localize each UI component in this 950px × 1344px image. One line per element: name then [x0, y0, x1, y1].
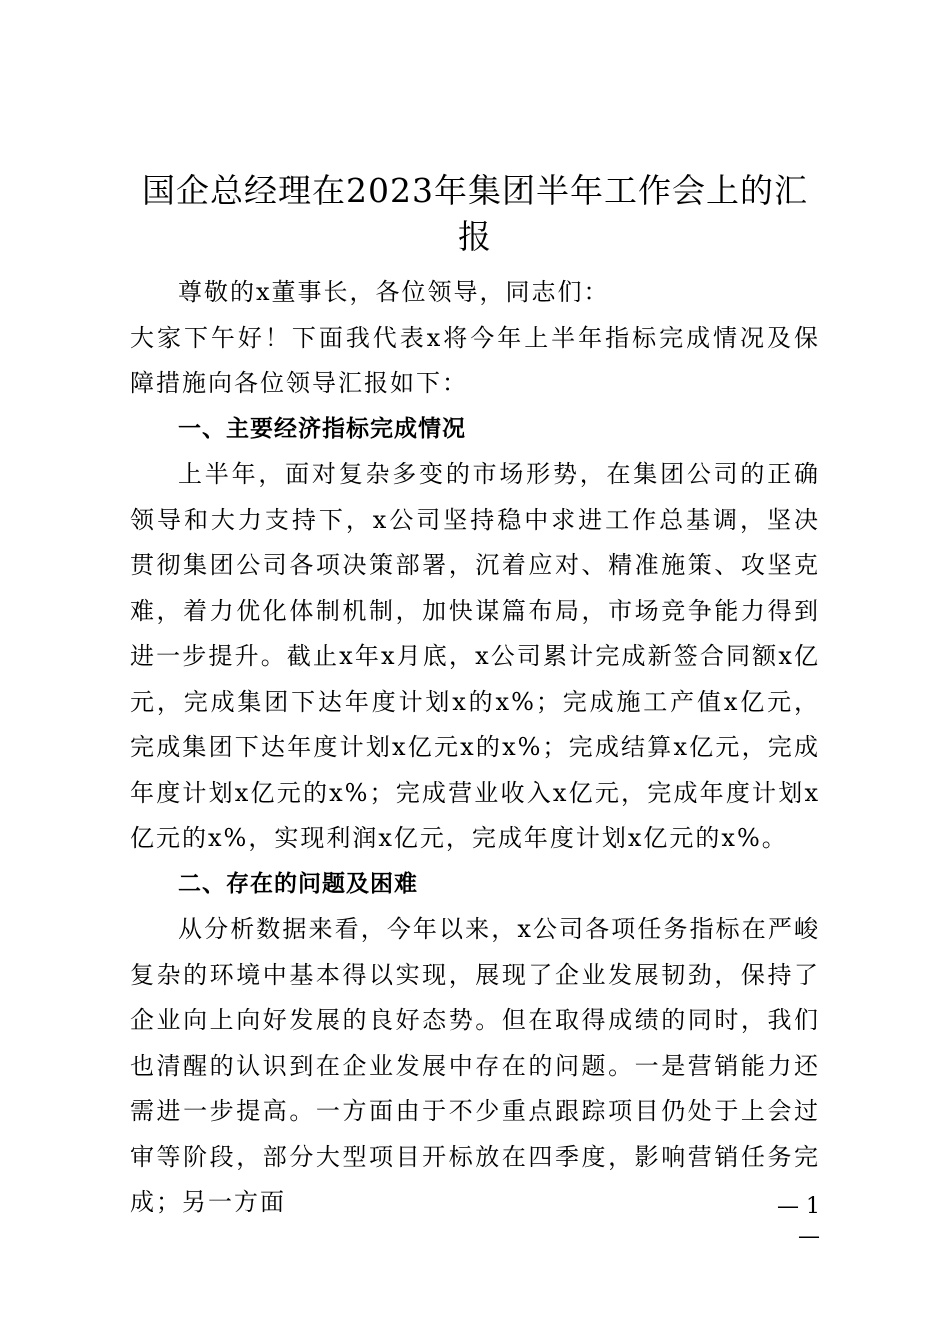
document-body [130, 270, 820, 1226]
section-heading-2: 二、存在的问题及困难 [178, 870, 418, 897]
document-title: 国企总经理在2023年集团半年工作会上的汇报 [142, 171, 808, 256]
page-number: — 1 — [777, 1194, 820, 1249]
section-1-paragraph: 上半年，面对复杂多变的市场形势，在集团公司的正确领导和大力支持下，x公司坚持稳中求进工作总基调，坚决贯彻集团公司各项决策部署，沉着应对、精准施策、攻坚克难，着力优化体制机制，加快谋篇布局，市场竞争能力得到进一步提升。截止x年x月底，x公司累计完成新签合同额x亿元，完成集团下达年度计划x的x%；完成施工产值x亿元，完成集团下达年度计划x亿元x的x%；完成结算x亿元，完成年度计划x亿元的x%；完成营业收入x亿元，完成年度计划x亿元的x%，实现利润x亿元，完成年度计划x亿元的x%。 [130, 460, 820, 852]
salutation: 尊敬的x董事长，各位领导，同志们： [178, 278, 610, 306]
opening-paragraph: 大家下午好！下面我代表x将今年上半年指标完成情况及保障措施向各位领导汇报如下： [130, 323, 820, 397]
section-2-paragraph: 从分析数据来看，今年以来，x公司各项任务指标在严峻复杂的环境中基本得以实现，展现了企业发展韧劲，保持了企业向上向好发展的良好态势。但在取得成绩的同时，我们也清醒的认识到在企业发展中存在的问题。一是营销能力还需进一步提高。一方面由于不少重点跟踪项目仍处于上会过审等阶段，部分大型项目开标放在四季度，影响营销任务完成；另一方面 [130, 915, 820, 1216]
section-heading-1: 一、主要经济指标完成情况 [178, 415, 466, 442]
